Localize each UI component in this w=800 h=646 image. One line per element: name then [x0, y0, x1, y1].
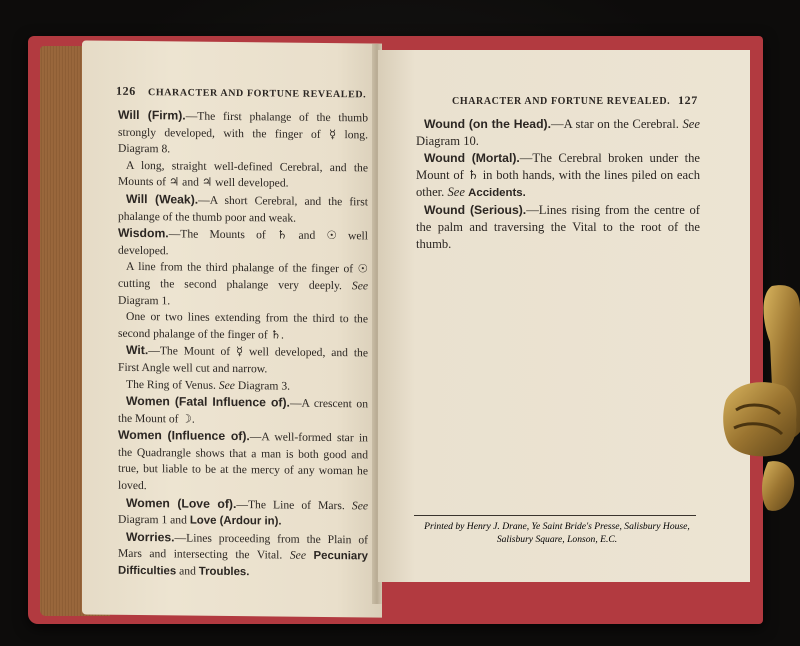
imprint-rule — [414, 515, 696, 516]
entry-text: —The first phalange of the thumb strongly developed, with the finger of ☿ long. Diagram 8. — [118, 109, 368, 156]
see-reference: See — [351, 498, 368, 513]
headword: Will (Weak). — [126, 191, 199, 207]
cross-reference: Diagram 10. — [416, 134, 479, 148]
entry — [118, 158, 368, 194]
entry-text: —A crescent on the Mount of ☽. — [118, 396, 368, 426]
left-page — [82, 40, 382, 617]
left-running-head: CHARACTER AND FORTUNE REVEALED. — [148, 87, 367, 101]
entry-text: —A well-formed star in the Quadrangle shows that a man is both good and true, but liable to be at the mercy of any woman he loved. — [118, 430, 368, 493]
headword: Women (Influence of). — [118, 428, 250, 444]
entry — [118, 107, 368, 160]
entry — [118, 529, 368, 582]
entry-text: A line from the third phalange of the finger of ☉ cutting the second phalange very deeply. — [118, 260, 368, 293]
right-page — [378, 50, 750, 582]
entry — [118, 225, 368, 262]
entry — [416, 202, 700, 253]
entry — [118, 191, 368, 228]
entry-text: —A star on the Cerebral. — [550, 117, 679, 131]
headword: Wound (Mortal). — [424, 151, 520, 165]
headword: Women (Love of). — [126, 495, 237, 511]
entry-text: One or two lines extending from the third to the second phalange of the finger of ♄. — [118, 310, 368, 342]
cross-reference: Diagram 1 and — [118, 513, 187, 527]
see-reference: See — [682, 117, 700, 131]
headword: Will (Firm). — [118, 107, 186, 123]
headword: Wit. — [126, 343, 149, 358]
entry-text: —The Mount of ☿ well developed, and the First Angle well cut and narrow. — [118, 344, 368, 376]
see-reference: See — [447, 185, 465, 199]
headword: Wound (on the Head). — [424, 117, 551, 131]
see-reference: See — [289, 549, 306, 563]
cross-reference-bold: Troubles. — [198, 565, 250, 579]
entry-text: —The Mounts of ♄ and ☉ well developed. — [118, 227, 368, 258]
entry — [118, 494, 368, 531]
entry-text: —Lines rising from the centre of the palm and traversing the Vital to the root of the thumb. — [416, 203, 701, 251]
entry-text: —The Line of Mars. — [236, 497, 345, 512]
left-page-number: 126 — [116, 83, 136, 98]
cross-reference-bold: Accidents. — [468, 187, 526, 199]
headword: Women (Fatal Influence of). — [126, 393, 290, 410]
headword: Wound (Serious). — [424, 203, 527, 217]
entry-text: —Lines proceeding from the Plain of Mars and intersecting the Vital. — [118, 531, 368, 562]
headword: Wisdom. — [118, 225, 169, 241]
right-running-head: CHARACTER AND FORTUNE REVEALED. — [452, 96, 671, 107]
entry — [118, 309, 368, 345]
cross-reference: Diagram 1. — [118, 293, 171, 307]
printer-imprint: Printed by Henry J. Drane, Ye Saint Bride's Presse, Salisbury House, Salisbury Square, Lonson, E.C. — [424, 521, 690, 545]
cross-reference-bold: Love (Ardour in). — [189, 514, 282, 528]
entry — [118, 259, 368, 311]
entry-text: —The Cerebral broken under the Mount of ♄ in both hands, with the lines piled on each other. — [416, 151, 700, 199]
right-page-number: 127 — [678, 93, 698, 107]
entry-text: The Ring of Venus. — [126, 377, 216, 392]
see-reference: See — [351, 279, 369, 293]
entry — [118, 427, 368, 497]
right-page-body — [416, 116, 700, 253]
entry — [118, 342, 368, 379]
cross-reference-bold: Pecuniary Difficulties — [118, 550, 368, 578]
entry-text: and — [179, 564, 196, 578]
cross-reference: Diagram 3. — [237, 378, 291, 393]
entry-text: A long, straight well-defined Cerebral, and the Mounts of ♃ and ♃ well developed. — [118, 158, 368, 190]
brass-clasp — [722, 282, 800, 518]
see-reference: See — [218, 378, 235, 392]
left-page-body — [118, 107, 368, 582]
entry-text: —A short Cerebral, and the first phalange of the thumb poor and weak. — [118, 193, 368, 225]
entry — [118, 393, 368, 430]
entry — [416, 150, 700, 202]
entry — [416, 116, 700, 150]
headword: Worries. — [126, 529, 175, 545]
